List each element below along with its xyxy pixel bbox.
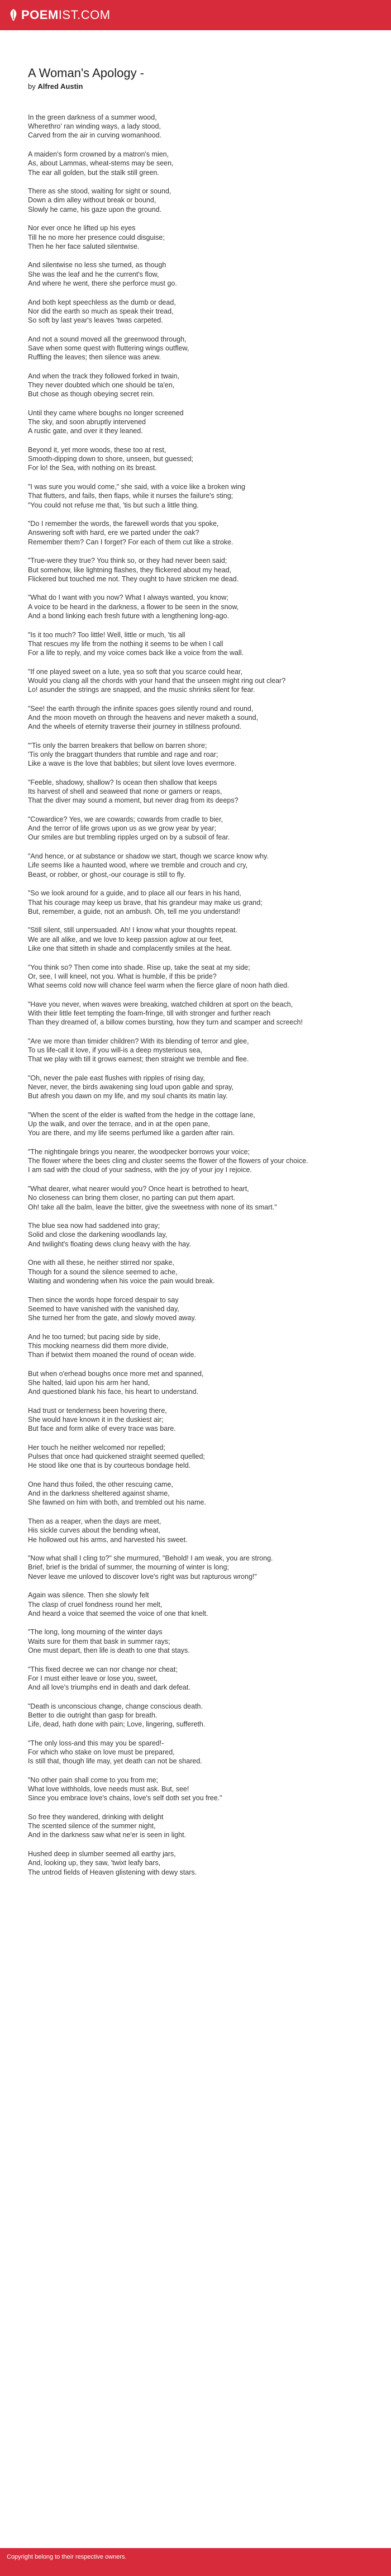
- poem-line: "Feeble, shadowy, shallow? Is ocean then shallow that keeps: [28, 778, 217, 786]
- poem-line: "And hence, or at substance or shadow we start, though we scarce know why.: [28, 852, 269, 861]
- poem-line: And silentwise no less she turned, as though: [28, 261, 166, 269]
- poem-line: Ruffling the leaves; then silence was anew.: [28, 353, 161, 362]
- poem-line: For lo! the Sea, with nothing on its breast.: [28, 464, 157, 472]
- poem-line: And the wheels of eternity traverse their journey in stillness profound.: [28, 723, 242, 731]
- stanza: [28, 187, 341, 214]
- poem-line: Beast, or robber, or ghost,-our courage is still to fly.: [28, 870, 185, 879]
- poem-line: She turned her from the gate, and slowly moved away.: [28, 1313, 197, 1322]
- stanza: [28, 1480, 341, 1507]
- stanza: [28, 519, 341, 547]
- poem-line: What seems cold now will chance feel warm when the fierce glare of noon hath died.: [28, 981, 289, 989]
- poem-line: "No other pain shall come to you from me;: [28, 1776, 159, 1784]
- stanza: [28, 1332, 341, 1360]
- stanza: [28, 556, 341, 583]
- stanza: [28, 372, 341, 399]
- author-name[interactable]: Alfred Austin: [37, 82, 83, 91]
- poem-line: "Are we more than timider children? With its blending of terror and glee,: [28, 1037, 249, 1045]
- poem-line: "Have you never, when waves were breaking, watched children at sport on the beach,: [28, 1000, 293, 1008]
- poem-line: His sickle curves about the bending wheat,: [28, 1526, 160, 1535]
- poem-line: Save when some quest with fluttering wings outflew,: [28, 344, 189, 352]
- poem-line: So soft by last year's leaves 'twas carpeted.: [28, 316, 163, 324]
- poem-line: Like a wave is the love that babbles; but silent love loves evermore.: [28, 760, 237, 768]
- stanza: [28, 815, 341, 842]
- poem-line: "I was sure you would come," she said, with a voice like a broken wing: [28, 483, 245, 491]
- poem-line: For which who stake on love must be prepared,: [28, 1748, 175, 1757]
- poem-line: "The only loss-and this may you be spared!-: [28, 1739, 164, 1747]
- poem-line: And the moon moveth on through the heavens and never maketh a sound,: [28, 713, 259, 722]
- stanza: [28, 852, 341, 879]
- stanza: [28, 741, 341, 768]
- stanza: [28, 409, 341, 436]
- stanza: [28, 704, 341, 732]
- poem-line: She halted, laid upon his arm her hand,: [28, 1378, 150, 1387]
- poem-line: "What dearer, what nearer would you? Once heart is betrothed to heart,: [28, 1185, 249, 1193]
- poem-line: "See! the earth through the infinite spaces goes silently round and round,: [28, 704, 254, 713]
- poem-line: "Do I remember the words, the farewell words that you spoke,: [28, 520, 219, 528]
- poem-line: "Oh, never the pale east flushes with ripples of rising day,: [28, 1074, 205, 1082]
- stanza: [28, 1111, 341, 1138]
- poem-line: Is still that, though life may, yet death can not be shared.: [28, 1757, 202, 1766]
- stanza: [28, 113, 341, 140]
- poem-line: One hand thus foiled, the other rescuing came,: [28, 1481, 173, 1489]
- poem-line: Life seems like a haunted wood, where we tremble and crouch and cry,: [28, 861, 248, 870]
- poem-line: A maiden's form crowned by a matron's mien,: [28, 150, 169, 159]
- poem-line: The clasp of cruel fondness round her melt,: [28, 1600, 163, 1609]
- poem-line: So free they wandered, drinking with delight: [28, 1813, 164, 1821]
- poem-line: Its harvest of shell and seaweed that none or garners or reaps,: [28, 787, 222, 796]
- poem-line: Remember them? Can I forget? For each of them cut like a stroke.: [28, 538, 233, 546]
- site-footer: [0, 2548, 391, 2576]
- stanza: [28, 926, 341, 953]
- poem-line: Until they came where boughs no longer screened: [28, 409, 184, 417]
- poem-line: Pulses that once had quickened straight seemed quelled;: [28, 1453, 205, 1461]
- poem-line: Smooth-dipping down to shore, unseen, but guessed;: [28, 455, 194, 463]
- site-logo[interactable]: [9, 8, 111, 22]
- stanza: [28, 1813, 341, 1840]
- poem-line: "What do I want with you now? What I always wanted, you know;: [28, 594, 228, 602]
- poem-line: Then he her face saluted silentwise.: [28, 242, 140, 250]
- poem-line: "The nightingale brings you nearer, the woodpecker borrows your voice;: [28, 1148, 250, 1156]
- poem-line: Brief, brief is the bridal of summer, the mourning of winter is long;: [28, 1563, 229, 1572]
- poem-line: Answering soft with hard, ere we parted under the oak?: [28, 529, 199, 537]
- poem-line: "Is it too much? Too little! Well, little or much, 'tis all: [28, 630, 185, 639]
- poem-line: What love withholds, love needs must ask. But, see!: [28, 1785, 189, 1794]
- poem-content: [28, 66, 363, 1886]
- logo-text-bold: POEM: [21, 8, 59, 22]
- poem-line: And in the darkness saw what ne'er is seen in light.: [28, 1831, 187, 1839]
- poem-line: Than if betwixt them moaned the round of ocean wide.: [28, 1351, 196, 1359]
- copyright-text: Copyright belong to their respective owners.: [7, 2554, 127, 2560]
- stanza: [28, 1554, 341, 1581]
- poem-line: They never doubted which one should be ta'en,: [28, 381, 175, 389]
- poem-line: She was the leaf and he the current's flow,: [28, 270, 159, 278]
- stanza: [28, 1000, 341, 1027]
- poem-line: Though for a sound the silence seemed to ache,: [28, 1268, 178, 1276]
- poem-line: Solid and close the darkening woodlands lay,: [28, 1231, 168, 1239]
- stanza: [28, 260, 341, 288]
- stanza: [28, 630, 341, 658]
- poem-line: Better to die outright than gasp for breath.: [28, 1711, 158, 1719]
- stanza: [28, 1849, 341, 1877]
- poem-line: But afresh you dawn on my life, and my soul chants its matin lay.: [28, 1092, 228, 1100]
- poem-line: Down a dim alley without break or bound,: [28, 196, 156, 205]
- stanza: [28, 1037, 341, 1064]
- poem-line: That his courage may keep us brave, that his grandeur may make us grand;: [28, 898, 263, 907]
- poem-line: "When the scent of the elder is wafted from the hedge in the cottage lane,: [28, 1111, 255, 1119]
- poem-line: That the diver may sound a moment, but never drag from its deeps?: [28, 796, 239, 805]
- poem-line: Oh! take all the balm, leave the bitter, give the sweetness with none of its smart.": [28, 1203, 277, 1211]
- stanza: [28, 593, 341, 620]
- poem-line: She fawned on him with both, and trembled out his name.: [28, 1498, 206, 1507]
- poem-line: Than they dreamed of, a billow comes bursting, how they turn and scamper and screech!: [28, 1018, 303, 1027]
- poem-line: To us life-call it love, if you will-is a deep mysterious sea,: [28, 1046, 202, 1054]
- poem-line: With their little feet tempting the foam-fringe, till with stronger and further reach: [28, 1009, 271, 1017]
- stanza: [28, 1591, 341, 1618]
- stanza: [28, 1443, 341, 1470]
- stanza: [28, 1147, 341, 1175]
- poem-line: In the green darkness of a summer wood,: [28, 113, 157, 121]
- stanza: [28, 1739, 341, 1766]
- poem-line: That we play with till it grows earnest; then straight we tremble and flee.: [28, 1055, 249, 1064]
- poem-line: Nor did the earth so much as speak their tread,: [28, 307, 174, 315]
- poem-line: A voice to be heard in the darkness, a flower to be seen in the snow,: [28, 603, 239, 611]
- poem-line: As, about Lammas, wheat-stems may be seen,: [28, 159, 174, 168]
- poem-line: Hushed deep in slumber seemed all earthy jars,: [28, 1850, 176, 1858]
- stanza: [28, 667, 341, 695]
- poem-line: 'Tis only the braggart thunders that rumble and rage and roar;: [28, 751, 218, 759]
- poem-line: "Now what shall I cling to?" she murmured, "Behold! I am weak, you are strong.: [28, 1554, 273, 1563]
- poem-line: That flutters, and fails, then flaps, while it nurses the failure's sting;: [28, 492, 233, 500]
- poem-line: For a life to reply, and my voice comes back like a voice from the wall.: [28, 648, 244, 657]
- poem-line: Waiting and wondering when his voice the pain would break.: [28, 1277, 215, 1285]
- poem-line: She would have known it in the duskiest air;: [28, 1416, 164, 1424]
- poem-line: "Cowardice? Yes, we are cowards; cowards from cradle to bier,: [28, 815, 223, 824]
- poem-line: Again was silence. Then she slowly felt: [28, 1591, 149, 1600]
- poem-line: And twilight's floating dews clung heavy with the hay.: [28, 1240, 191, 1248]
- stanza: [28, 1184, 341, 1212]
- poem-line: Never, never, the birds awakening sing loud upon gable and spray,: [28, 1083, 234, 1092]
- poem-line: Flickered but touched me not. They ought to have stricken me dead.: [28, 575, 239, 583]
- stanza: [28, 445, 341, 473]
- poem-line: Seemed to have vanished with the vanished day,: [28, 1304, 179, 1313]
- poem-line: And both kept speechless as the dumb or dead,: [28, 298, 176, 306]
- poem-line: One must depart, then life is death to one that stays.: [28, 1646, 190, 1654]
- poem-line: And when the track they followed forked in twain,: [28, 372, 179, 380]
- byline-prefix: by: [28, 82, 36, 91]
- poem-line: And questioned blank his face, his heart to understand.: [28, 1388, 199, 1396]
- stanza: [28, 1221, 341, 1249]
- poem-line: But chose as though obeying secret rein.: [28, 390, 155, 399]
- poem-byline: [28, 82, 363, 92]
- poem-line: "This fixed decree we can nor change nor cheat;: [28, 1665, 178, 1673]
- poem-line: "'Tis only the barren breakers that bellow on barren shore;: [28, 741, 207, 749]
- poem-line: "If one played sweet on a lute, yea so soft that you scarce could hear,: [28, 667, 242, 676]
- poem-line: Never leave me unloved to discover love's right was but rapturous wrong!": [28, 1572, 257, 1581]
- poem-line: A rustic gate, and over it they leaned.: [28, 427, 143, 435]
- poem-line: No closeness can bring them closer, no parting can put them apart.: [28, 1194, 236, 1202]
- stanza: [28, 1702, 341, 1729]
- poem-line: We are all alike, and we love to keep passion aglow at our feet,: [28, 935, 223, 943]
- poem-line: The ear all golden, but the stalk still green.: [28, 168, 159, 177]
- poem-line: One with all these, he neither stirred nor spake,: [28, 1259, 174, 1267]
- poem-line: And heard a voice that seemed the voice of one that knelt.: [28, 1609, 208, 1617]
- stanza: [28, 1517, 341, 1544]
- poem-line: Or, see, I will kneel, not you. What is humble, if this be pride?: [28, 972, 217, 980]
- site-header: [0, 0, 391, 30]
- poem-line: Then since the words hope forced despair to say: [28, 1296, 179, 1304]
- poem-line: "Death is unconscious change, change conscious death.: [28, 1702, 203, 1710]
- stanza: [28, 1369, 341, 1397]
- poem-line: The untrod fields of Heaven glistening with dewy stars.: [28, 1868, 197, 1876]
- poem-line: Her touch he neither welcomed nor repelled;: [28, 1443, 165, 1451]
- poem-line: And not a sound moved all the greenwood through,: [28, 335, 187, 343]
- poem-line: The flower where the bees cling and cluster seems the flower of the flowers of your choice.: [28, 1157, 308, 1165]
- poem-line: I am sad with the cloud of your sadness, with the joy of your joy I rejoice.: [28, 1166, 252, 1174]
- poem-line: Waits sure for them that bask in summer rays;: [28, 1637, 170, 1645]
- poem-line: Slowly he came, his gaze upon the ground.: [28, 205, 162, 214]
- poem-line: That rescues my life from the nothing it seems to be when I call: [28, 639, 223, 648]
- poem-line: You are there, and my life seems perfumed like a garden after rain.: [28, 1129, 235, 1137]
- stanza: [28, 298, 341, 325]
- logo-text-light: IST.COM: [58, 8, 111, 22]
- poem-line: But somehow, like lightning flashes, they flickered about my head,: [28, 566, 232, 574]
- poem-body: [28, 113, 363, 1877]
- poem-line: The scented silence of the summer night,: [28, 1822, 156, 1830]
- poem-line: Like one that sitteth in shade and complacently smiles at the heat.: [28, 944, 232, 952]
- poem-line: Had trust or tenderness been hovering there,: [28, 1406, 167, 1415]
- poem-line: And a bond linking each fresh future with a lengthening long-ago.: [28, 611, 229, 620]
- poem-line: For I must either leave or lose you, sweet,: [28, 1674, 158, 1682]
- poem-line: "You think so? Then come into shade. Rise up, take the seat at my side;: [28, 963, 250, 971]
- poem-line: "True-were they true? You think so, or they had never been said;: [28, 557, 227, 565]
- poem-line: Then as a reaper, when the days are meet,: [28, 1517, 161, 1526]
- poem-line: And all love's triumphs end in death and dark defeat.: [28, 1683, 190, 1691]
- stanza: [28, 889, 341, 916]
- stanza: [28, 1776, 341, 1803]
- poem-title: A Woman's Apology -: [28, 66, 145, 80]
- poem-line: "The long, long mourning of the winter days: [28, 1628, 163, 1636]
- poem-line: "Still silent, still unpersuaded. Ah! I know what your thoughts repeat.: [28, 926, 237, 934]
- poem-line: The blue sea now had saddened into gray;: [28, 1222, 160, 1230]
- poem-line: Till he no more her presence could disguise;: [28, 233, 165, 241]
- poem-line: Nor ever once he lifted up his eyes: [28, 224, 136, 233]
- poem-line: "You could not refuse me that, 'tis but such a little thing.: [28, 501, 199, 509]
- stanza: [28, 1296, 341, 1323]
- poem-line: And, looking up, they saw, 'twixt leafy bars,: [28, 1859, 161, 1867]
- stanza: [28, 224, 341, 251]
- poem-line: And he too turned; but pacing side by side,: [28, 1332, 160, 1341]
- stanza: [28, 1665, 341, 1692]
- poem-line: Would you clang all the chords with your hand that the unseen might ring out clear?: [28, 676, 286, 685]
- poem-line: And where he went, there she perforce must go.: [28, 279, 177, 287]
- poem-line: He stood like one that is by courteous bondage held.: [28, 1462, 191, 1470]
- stanza: [28, 335, 341, 362]
- stanza: [28, 1406, 341, 1434]
- poem-line: "So we look around for a guide, and to place all our fears in his hand,: [28, 889, 241, 898]
- stanza: [28, 150, 341, 177]
- stanza: [28, 482, 341, 510]
- stanza: [28, 1628, 341, 1655]
- poem-line: But face and form alike of every trace was bare.: [28, 1425, 176, 1433]
- stanza: [28, 963, 341, 990]
- stanza: [28, 778, 341, 805]
- poem-line: Beyond it, yet more woods, these too at rest,: [28, 445, 166, 454]
- poem-line: And the terror of life grows upon us as we grow year by year;: [28, 824, 216, 833]
- poem-line: The sky, and soon abruptly intervened: [28, 418, 146, 426]
- poem-line: He hollowed out his arms, and harvested his sweet.: [28, 1535, 188, 1544]
- poem-line: Up the walk, and over the terrace, and in at the open pane,: [28, 1120, 210, 1128]
- poem-line: Life, dead, hath done with pain; Love, lingering, suffereth.: [28, 1720, 206, 1729]
- poem-line: Carved from the air in curving womanhood.: [28, 131, 162, 140]
- poem-line: This mocking nearness did them more divide,: [28, 1341, 169, 1350]
- poem-line: But when o'erhead boughs once more met and spanned,: [28, 1369, 204, 1378]
- poem-line: Our smiles are but trembling ripples urged on by a subsoil of fear.: [28, 833, 230, 842]
- poem-line: Since you embrace love's chains, love's self doth set you free.": [28, 1794, 222, 1802]
- poem-line: Lo! asunder the strings are snapped, and the music shrinks silent for fear.: [28, 686, 255, 694]
- stanza: [28, 1074, 341, 1101]
- poem-line: Wherethro' ran winding ways, a lady stood,: [28, 122, 161, 131]
- stanza: [28, 1258, 341, 1285]
- poem-line: There as she stood, waiting for sight or sound,: [28, 187, 171, 196]
- quill-icon: [9, 8, 18, 22]
- poem-line: And in the darkness sheltered against shame,: [28, 1489, 170, 1498]
- poem-line: But, remember, a guide, not an ambush. Oh, tell me you understand!: [28, 907, 241, 915]
